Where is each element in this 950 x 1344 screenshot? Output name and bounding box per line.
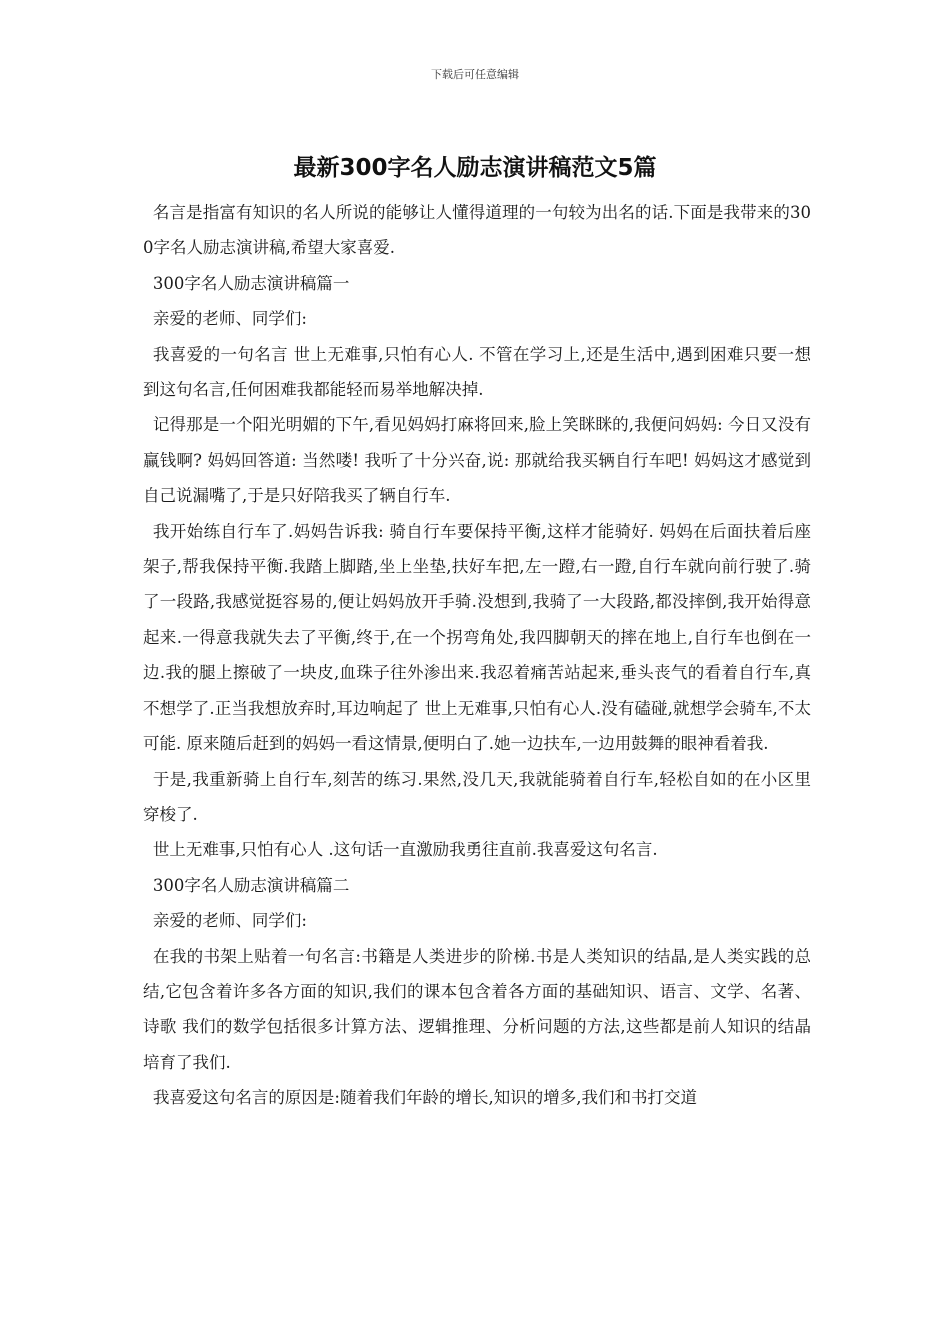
section-heading-1: 300字名人励志演讲稿篇一 <box>152 273 350 293</box>
header-note: 下载后可任意编辑 <box>431 68 519 81</box>
paragraph-intro: 名言是指富有知识的名人所说的能够让人懂得道理的一句较为出名的话.下面是我带来的300字名人励志演讲稿,希望大家喜爱. <box>143 203 811 258</box>
document-title: 最新300字名人励志演讲稿范文5篇 <box>293 155 657 181</box>
salutation-2: 亲爱的老师、同学们: <box>152 911 307 931</box>
salutation-1: 亲爱的老师、同学们: <box>152 309 307 329</box>
paragraph: 于是,我重新骑上自行车,刻苦的练习.果然,没几天,我就能骑着自行车,轻松自如的在小区里穿梭了. <box>143 769 811 824</box>
paragraph: 世上无难事,只怕有心人 .这句话一直激励我勇往直前.我喜爱这句名言. <box>152 840 658 860</box>
document-body <box>143 195 811 1116</box>
paragraph: 我喜爱这句名言的原因是:随着我们年龄的增长,知识的增多,我们和书打交道 <box>152 1088 697 1108</box>
paragraph: 我开始练自行车了.妈妈告诉我: 骑自行车要保持平衡,这样才能骑好. 妈妈在后面扶着后座架子,帮我保持平衡.我踏上脚踏,坐上坐垫,扶好车把,左一蹬,右一蹬,自行车就向前行驶了.骑了一段路,我感觉挺容易的,便让妈妈放开手骑.没想到,我骑了一大段路,都没摔倒,我开始得意起来.一得意我就失去了平衡,终于,在一个拐弯角处,我四脚朝天的摔在地上,自行车也倒在一边.我的腿上擦破了一块皮,血珠子往外渗出来.我忍着痛苦站起来,垂头丧气的看着自行车,真不想学了.正当我想放弃时,耳边响起了 世上无难事,只怕有心人.没有磕碰,就想学会骑车,不太可能. 原来随后赶到的妈妈一看这情景,便明白了.她一边扶车,一边用鼓舞的眼神看着我. <box>143 521 811 754</box>
paragraph: 我喜爱的一句名言 世上无难事,只怕有心人. 不管在学习上,还是生活中,遇到困难只要一想到这句名言,任何困难我都能轻而易举地解决掉. <box>143 344 811 400</box>
section-heading-2: 300字名人励志演讲稿篇二 <box>152 875 350 895</box>
paragraph: 记得那是一个阳光明媚的下午,看见妈妈打麻将回来,脸上笑眯眯的,我便问妈妈: 今日又没有赢钱啊? 妈妈回答道: 当然喽! 我听了十分兴奋,说: 那就给我买辆自行车吧! 妈妈这才感觉到自己说漏嘴了,于是只好陪我买了辆自行车. <box>143 415 811 506</box>
paragraph: 在我的书架上贴着一句名言:书籍是人类进步的阶梯.书是人类知识的结晶,是人类实践的总结,它包含着许多各方面的知识,我们的课本包含着各方面的基础知识、语言、文学、名著、诗歌 我们的数学包括很多计算方法、逻辑推理、分析问题的方法,这些都是前人知识的结晶培育了我们. <box>143 946 811 1072</box>
